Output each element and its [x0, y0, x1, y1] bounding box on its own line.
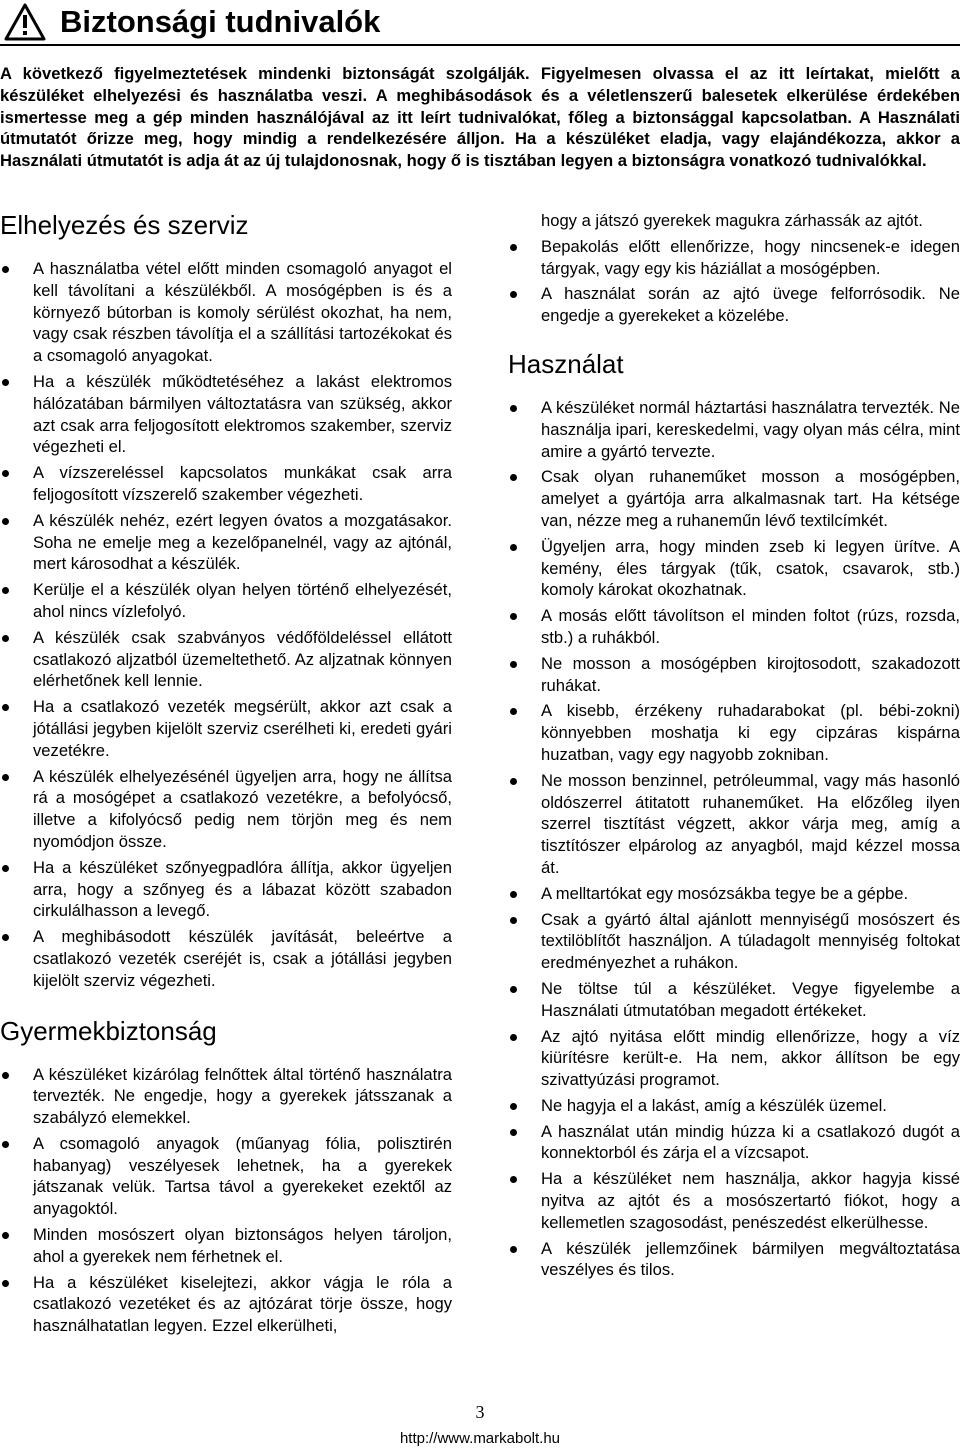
bullet-icon [2, 379, 9, 386]
bullet-icon [510, 613, 517, 620]
list-item [508, 883, 960, 905]
list-item [508, 283, 960, 327]
list-item-text: A mosás előtt távolítson el minden foltot (rúzs, rozsda, stb.) a ruhákból. [541, 606, 960, 647]
list-item [508, 653, 960, 697]
list-item-text: Ha a készüléket szőnyegpadlóra állítja, akkor ügyeljen arra, hogy a szőnyeg és a lábazat között szabadon cirkulálhasson a levegő. [33, 857, 452, 921]
list-item-text: Kerülje el a készülék olyan helyen történő elhelyezését, ahol nincs vízlefolyó. [33, 580, 452, 621]
bullet-icon [2, 470, 9, 477]
bullet-icon [2, 587, 9, 594]
list-item-text: A készülék elhelyezésénél ügyeljen arra, hogy ne állítsa rá a mosógépet a csatlakozó vezetékre, a befolyócső, illetve a kifolyócső pedig nem törjön meg és nem nyomódjon össze. [33, 766, 452, 851]
bullet-icon [510, 1176, 517, 1183]
list-item [508, 1121, 960, 1165]
list-item [508, 700, 960, 765]
warning-triangle-icon [4, 3, 46, 41]
bullet-icon [2, 518, 9, 525]
bullet-icon [510, 986, 517, 993]
child-safety-list-continued [508, 236, 960, 327]
list-item-text: A melltartókat egy mosózsákba tegye be a gépbe. [541, 883, 909, 903]
list-item [0, 510, 452, 575]
section-heading-child-safety: Gyermekbiztonság [0, 1015, 217, 1046]
placement-list [0, 258, 452, 992]
bullet-icon [2, 774, 9, 781]
page-header [0, 0, 960, 44]
list-item-text: Ügyeljen arra, hogy minden zseb ki legyen ürítve. A kemény, éles tárgyak (tűk, csatok, csavarok, stb.) komoly károkat okozhatnak. [541, 536, 960, 600]
bullet-icon [2, 266, 9, 273]
list-item [508, 1238, 960, 1282]
list-item-text: Az ajtó nyitása előtt mindig ellenőrizze, hogy a víz kiürítésre került-e. Ha nem, akkor állítson be egy szivattyúzási programot. [541, 1026, 960, 1090]
list-item [0, 857, 452, 922]
list-item [508, 605, 960, 649]
list-item-text: A csomagoló anyagok (műanyag fólia, polisztirén habanyag) veszélyesek lehetnek, ha a gyerekek játszanak velük. Tartsa távol a gyerekeket ezektől az anyagoktól. [33, 1133, 452, 1219]
list-item-text: A készüléket normál háztartási használatra tervezték. Ne használja ipari, kereskedelmi, vagy olyan más célra, mint amire a gyártó tervezte. [541, 397, 960, 461]
list-item-text: A készülék csak szabványos védőföldeléssel ellátott csatlakozó aljzatból üzemeltethető. Az aljzatnak könnyen elérhetőnek kell lennie. [33, 627, 452, 691]
list-item-text: Ha a készülék működtetéséhez a lakást elektromos hálózatában bármilyen változtatásra van szükség, akkor azt csak arra feljogosított elektromos szakember, szerviz végezheti el. [33, 371, 452, 457]
list-item [508, 909, 960, 974]
section-heading-placement: Elhelyezés és szerviz [0, 210, 249, 240]
list-item-text: Ne mosson benzinnel, petróleummal, vagy más hasonló oldószerrel átitatott ruhaneműket. Ha előzőleg ilyen szerrel tisztítást végzett, akkor várja meg, amíg a tisztítószer elpárolog az anyagból, majd kézzel mossa át. [541, 770, 960, 877]
bullet-icon [2, 934, 9, 941]
intro-paragraph: A következő figyelmeztetések mindenki biztonságát szolgálják. Figyelmesen olvassa el az itt leírtakat, mielőtt a készüléket elhelyezési és használatba veszi. A meghibásodások és a véletlenszerű balesetek elkerülése érdekében ismertesse meg a gép minden használójával az itt leírt tudnivalókat, főleg a biztonsággal kapcsolatban. A Használati útmutatót őrizze meg, hogy mindig a rendelkezésére álljon. Ha a készüléket eladja, vagy elajándékozza, akkor a Használati útmutatót is adja át az új tulajdonosnak, hogy ő is tisztában legyen a biztonságra vonatkozó tudnivalókkal. [0, 64, 960, 171]
list-item-text: Minden mosószert olyan biztonságos helyen tároljon, ahol a gyerekek nem férhetnek el. [33, 1225, 452, 1266]
list-item [0, 1064, 452, 1129]
list-item-text: Ne töltse túl a készüléket. Vegye figyelembe a Használati útmutatóban megadott értékeket. [541, 978, 960, 1020]
list-item [508, 536, 960, 601]
bullet-icon [2, 1280, 9, 1287]
list-item [508, 1168, 960, 1233]
list-item [508, 1095, 960, 1117]
bullet-icon [2, 1141, 9, 1148]
list-item [0, 462, 452, 506]
footer-url: http://www.markabolt.hu [399, 1430, 561, 1447]
page-title: Biztonsági tudnivalók [60, 4, 381, 39]
usage-list [508, 397, 960, 1281]
bullet-icon [510, 544, 517, 551]
list-item [0, 258, 452, 367]
list-item-text: A használatba vétel előtt minden csomagoló anyagot el kell távolítani a készülékből. A mosógépben is és a környező bútorban is komoly sérülést okozhat, ha nem, vagy csak részben távolítja el a szállítási tartozékokat és a csomagoló anyagokat. [33, 259, 452, 366]
list-item [0, 696, 452, 761]
list-item [0, 579, 452, 623]
list-item-text: Ha a készüléket nem használja, akkor hagyja kissé nyitva az ajtót és a mosószertartó fiókot, hogy a kellemetlen szagosodást, penészedést elkerülhesse. [541, 1169, 960, 1232]
right-column [508, 210, 960, 1285]
list-item [508, 466, 960, 531]
list-item [0, 627, 452, 692]
child-safety-list [0, 1064, 452, 1338]
list-item-text: Ha a készüléket kiselejtezi, akkor vágja le róla a csatlakozó vezetéket és az ajtózárat törje össze, hogy használhatatlan legyen. Ezzel elkerülheti, [33, 1272, 452, 1336]
list-item [508, 1026, 960, 1091]
list-item-text: Ne hagyja el a lakást, amíg a készülék üzemel. [541, 1095, 887, 1115]
list-item [508, 397, 960, 462]
bullet-icon [510, 244, 517, 251]
list-item-text: Ne mosson a mosógépben kirojtosodott, szakadozott ruhákat. [541, 653, 960, 695]
bullet-icon [2, 704, 9, 711]
bullet-icon [2, 1072, 9, 1079]
section-heading-usage: Használat [508, 348, 624, 379]
bullet-icon [510, 1034, 517, 1041]
list-item-text: A készüléket kizárólag felnőttek által történő használatra tervezték. Ne engedje, hogy a gyerekek játsszanak a szabályzó elemekkel. [33, 1064, 452, 1128]
list-item-text: Bepakolás előtt ellenőrizze, hogy nincsenek-e idegen tárgyak, vagy egy kis háziállat a mosógépben. [541, 236, 960, 278]
list-item-text: A használat után mindig húzza ki a csatlakozó dugót a konnektorból és zárja el a vízcsapot. [541, 1121, 960, 1163]
list-item-text: A kisebb, érzékeny ruhadarabokat (pl. bébi-zokni) könnyebben moshatja ki egy cipzáras kispárna huzatban, vagy egy nagyobb zokniban. [541, 701, 960, 764]
bullet-icon [2, 865, 9, 872]
list-item-text: A használat során az ajtó üvege felforrósodik. Ne engedje a gyerekeket a közelébe. [541, 284, 960, 326]
bullet-icon [510, 474, 517, 481]
list-item-text: A készülék nehéz, ezért legyen óvatos a mozgatásakor. Soha ne emelje meg a kezelőpanelnél, vagy az ajtónál, mert károsodhat a készülék. [33, 510, 452, 574]
bullet-icon [510, 917, 517, 924]
bullet-icon [510, 405, 517, 412]
bullet-icon [2, 1232, 9, 1239]
bullet-icon [510, 891, 517, 898]
list-item [0, 1272, 452, 1337]
list-item [0, 766, 452, 853]
bullet-icon [510, 1103, 517, 1110]
continued-paragraph: hogy a játszó gyerekek magukra zárhassák az ajtót. [541, 211, 923, 230]
list-item-text: Ha a csatlakozó vezeték megsérült, akkor azt csak a jótállási jegyben kijelölt szerviz cserélheti ki, eredeti gyári vezetékre. [33, 697, 452, 760]
list-item-text: A készülék jellemzőinek bármilyen megváltoztatása veszélyes és tilos. [541, 1238, 960, 1280]
list-item-text: A meghibásodott készülék javítását, beleértve a csatlakozó vezeték cseréjét is, csak a jótállási jegyben kijelölt szerviz végezheti. [33, 927, 452, 990]
list-item [508, 236, 960, 280]
list-item-text: A vízszereléssel kapcsolatos munkákat csak arra feljogosított vízszerelő szakember végezheti. [33, 463, 452, 504]
left-column [0, 208, 452, 1341]
list-item-text: Csak olyan ruhaneműket mosson a mosógépben, amelyet a gyártója arra alkalmasnak tart. Ha kétsége van, nézze meg a ruhaneműn lévő textilcímkét. [541, 467, 960, 530]
list-item [508, 770, 960, 879]
bullet-icon [510, 291, 517, 298]
list-item [0, 371, 452, 458]
list-item [0, 1224, 452, 1268]
bullet-icon [510, 708, 517, 715]
bullet-icon [510, 661, 517, 668]
bullet-icon [510, 778, 517, 785]
bullet-icon [510, 1246, 517, 1253]
list-item [0, 926, 452, 991]
bullet-icon [2, 635, 9, 642]
list-item [0, 1133, 452, 1220]
page-number: 3 [475, 1402, 485, 1422]
bullet-icon [510, 1129, 517, 1136]
header-divider [0, 44, 960, 46]
list-item [508, 978, 960, 1022]
list-item-text: Csak a gyártó által ajánlott mennyiségű mosószert és textilöblítőt használjon. A túladagolt mennyiség foltokat eredményezhet a ruhákon. [541, 909, 960, 973]
